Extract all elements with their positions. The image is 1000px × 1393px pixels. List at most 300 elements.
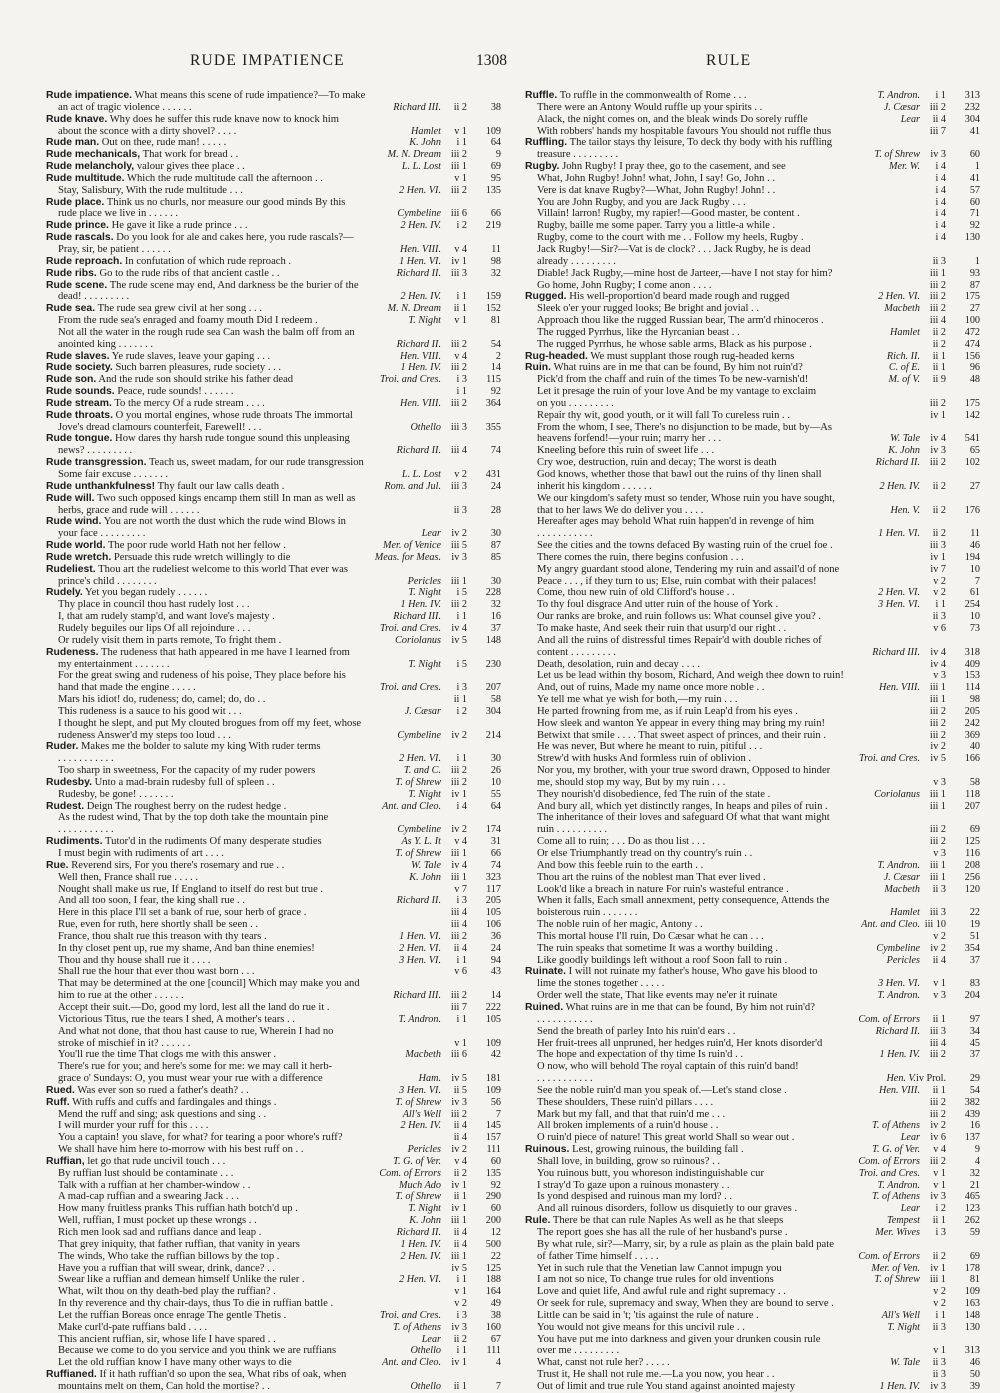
- entry-line: [46, 1085, 501, 1097]
- quotation-text: [58, 730, 394, 742]
- act-scene: iii 10: [924, 919, 946, 931]
- headword: Rude stream.: [46, 397, 112, 409]
- act-scene: iii 4: [929, 1037, 946, 1049]
- entry-continuation-line: [525, 824, 980, 836]
- quotation-text: [537, 1168, 856, 1180]
- entry-continuation-line: [525, 1191, 980, 1203]
- play-reference: Pericles: [407, 1144, 441, 1156]
- play-reference: 3 Hen. VI.: [399, 1084, 441, 1096]
- quotation: Mars his idiot! do, rudeness; do, camel; do, do . .: [58, 694, 266, 706]
- quotation: lime the stones together . . . . .: [537, 978, 665, 990]
- quotation-text: [58, 576, 405, 588]
- entry-line: [46, 801, 501, 813]
- entry-line: [46, 777, 501, 789]
- line-number: 14: [490, 362, 501, 374]
- play-reference: 3 Hen. VI.: [878, 978, 920, 990]
- quotation: You'll rue the time That clogs me with this answer .: [58, 1049, 277, 1061]
- play-reference: 2 Hen. VI.: [878, 291, 920, 303]
- line-number: 130: [964, 232, 980, 244]
- quotation: Peace . . . , if they turn to us; Else, ruin combat with their palaces!: [537, 575, 817, 587]
- quotation: O you mortal engines, whose rude throats The immortal: [115, 409, 353, 421]
- line-number: 164: [485, 1286, 501, 1298]
- quotation-text: [58, 1227, 394, 1239]
- play-reference: Hen. VIII.: [399, 397, 441, 409]
- line-number: 474: [964, 338, 980, 350]
- quotation: This ancient ruffian, sir, whose life I have spared . .: [58, 1333, 276, 1345]
- play-reference: T. Andron.: [877, 90, 920, 101]
- play-reference: Mer. of Venice: [383, 540, 441, 552]
- quotation: inherit his kingdom . . . . . .: [537, 480, 652, 492]
- line-number: 118: [965, 788, 980, 800]
- quotation-text: [537, 386, 980, 398]
- play-reference: Macbeth: [884, 883, 920, 895]
- entry-continuation-line: [525, 659, 980, 671]
- concordance-entry: [46, 149, 501, 161]
- quotation-text: [46, 1097, 392, 1109]
- concordance-entry: [46, 386, 501, 398]
- concordance-entry: [46, 197, 501, 221]
- quotation-text: [46, 197, 501, 209]
- line-number: 205: [964, 705, 980, 717]
- line-number: 60: [969, 196, 980, 208]
- play-reference: K. John: [409, 1215, 441, 1227]
- quotation: Diable! Jack Rugby,—mine host de Jarteer,—have I not stay for him?: [537, 267, 833, 279]
- entry-continuation-line: [525, 777, 980, 789]
- entry-continuation-line: [525, 576, 980, 588]
- concordance-entry: [46, 1085, 501, 1097]
- entry-continuation-line: [46, 102, 501, 114]
- act-scene: v 2: [933, 930, 946, 942]
- entry-continuation-line: [525, 1109, 980, 1121]
- play-reference: Lear: [900, 1203, 920, 1215]
- entry-continuation-line: [525, 256, 980, 268]
- quotation-text: [58, 445, 394, 457]
- act-scene: i 4: [935, 220, 946, 232]
- entry-continuation-line: [46, 505, 501, 517]
- quotation: Make curl'd-pate ruffians bald . . . .: [58, 1321, 208, 1333]
- entry-continuation-line: [525, 552, 980, 564]
- play-reference: W. Tale: [411, 859, 441, 871]
- concordance-entry: [46, 114, 501, 138]
- headword: Ruinous.: [525, 1144, 570, 1156]
- line-number: 194: [964, 551, 980, 563]
- line-number: 157: [485, 1132, 501, 1144]
- quotation: rude place we live in . . . . . .: [58, 208, 179, 220]
- play-reference: T. of Athens: [392, 1321, 441, 1333]
- quotation: Too sharp in sweetness, For the capacity of my ruder powers: [58, 765, 316, 777]
- quotation: The rude scene may end, And darkness be the burier of the: [109, 279, 359, 291]
- entry-continuation-line: [525, 1049, 980, 1061]
- act-scene: iii 1: [450, 1215, 467, 1227]
- act-scene: ii 3: [453, 504, 467, 516]
- concordance-entry: [46, 362, 501, 374]
- quotation: And all ruinous disorders, follow us disquietly to our graves .: [537, 1203, 798, 1215]
- headword: Rugged.: [525, 291, 567, 303]
- quotation: that to her laws We do deliver you . . . .: [537, 504, 704, 516]
- play-reference: 1 Hen. IV.: [400, 599, 441, 611]
- left-running-title: RUDE IMPATIENCE: [190, 52, 345, 69]
- quotation: him to rue at the other . . . . . .: [58, 990, 184, 1002]
- entry-line: [46, 362, 501, 374]
- play-reference: Hen. V.: [886, 1073, 916, 1085]
- concordance-entry: [46, 161, 501, 173]
- act-scene: iv 1: [930, 551, 946, 563]
- act-scene: iii 1: [929, 871, 946, 883]
- headword: Rule.: [525, 1215, 551, 1227]
- quotation-text: [58, 1274, 396, 1286]
- headword: Ruff.: [46, 1096, 70, 1108]
- quotation-text: [46, 1156, 390, 1168]
- quotation-text: [46, 398, 397, 410]
- quotation: me, should stop my way, But by my ruin . . .: [537, 776, 726, 788]
- quotation: my entertainment . . . . . . .: [58, 658, 170, 670]
- quotation: France, thou shalt rue this treason with thy tears .: [58, 930, 267, 942]
- quotation-text: [58, 327, 501, 339]
- quotation: I am not so nice, To change true rules for old inventions: [537, 1274, 774, 1286]
- play-reference: Lear: [900, 113, 920, 125]
- line-number: 10: [969, 563, 980, 575]
- quotation: Rue, even for ruth, here shortly shall be seen . .: [58, 919, 259, 931]
- quotation: He was never, But where he meant to ruin, pitiful . . .: [537, 741, 763, 753]
- quotation-text: [537, 552, 917, 564]
- line-number: 19: [969, 919, 980, 931]
- entry-continuation-line: [525, 114, 980, 126]
- entry-continuation-line: [525, 315, 980, 327]
- play-reference: Richard III.: [393, 611, 441, 623]
- quotation-text: [537, 1026, 873, 1038]
- quotation-text: [58, 1014, 395, 1026]
- quotation: From the whom, I see, There's no disjunction to be made, but by—As: [537, 421, 833, 433]
- play-reference: 2 Hen. IV.: [400, 291, 441, 303]
- quotation: Victorious Titus, rue the tears I shed, A mother's tears . .: [58, 1013, 295, 1025]
- line-number: 135: [485, 1167, 501, 1179]
- line-number: 61: [969, 587, 980, 599]
- quotation: Vere is dat knave Rugby?—What, John Rugby! John! . .: [537, 184, 776, 196]
- quotation: Tutor'd in the rudiments Of many desperate studies: [105, 836, 322, 848]
- quotation: They nourish'd disobedience, fed The ruin of the state .: [537, 788, 771, 800]
- quotation-text: [537, 457, 873, 469]
- page-number: 1308: [476, 52, 507, 69]
- quotation-text: [58, 1251, 397, 1263]
- quotation-text: [537, 647, 869, 659]
- quotation: He gave it like a rude prince . . .: [111, 220, 248, 232]
- act-scene: iv 3: [451, 1321, 467, 1333]
- play-reference: Troi. and Cres.: [380, 374, 441, 386]
- entry-continuation-line: [525, 694, 980, 706]
- headword: Ruder.: [46, 741, 79, 753]
- line-number: 69: [969, 1250, 980, 1262]
- quotation: He parted frowning from me, as if ruin Leap'd from his eyes .: [537, 705, 798, 717]
- play-reference: All's Well: [881, 1309, 920, 1321]
- entry-continuation-line: [525, 208, 980, 220]
- line-number: 130: [964, 1321, 980, 1333]
- quotation-text: [46, 540, 380, 552]
- concordance-entry: [46, 493, 501, 517]
- line-number: 37: [969, 1049, 980, 1061]
- quotation: Villain! larron! Rugby, my rapier!—Good master, be content .: [537, 208, 800, 220]
- quotation-text: [58, 339, 394, 351]
- play-reference: T. of Athens: [871, 1120, 920, 1132]
- quotation-text: [46, 114, 501, 126]
- line-number: 11: [491, 243, 501, 255]
- quotation-text: [537, 599, 875, 611]
- play-reference: Mer. of Ven.: [871, 1262, 920, 1274]
- quotation: Little can be said in 't; 'tis against the rule of nature .: [537, 1309, 759, 1321]
- line-number: 409: [964, 658, 980, 670]
- act-scene: i 3: [456, 895, 467, 907]
- act-scene: i 1: [456, 1345, 467, 1357]
- line-number: 1: [974, 255, 980, 267]
- entry-continuation-line: [525, 718, 980, 730]
- quotation: Nought shall make us rue, If England to itself do rest but true .: [58, 883, 324, 895]
- quotation: Which the rude multitude call the afternoon . .: [126, 172, 323, 184]
- line-number: 69: [490, 161, 501, 173]
- act-scene: iii 2: [450, 338, 467, 350]
- quotation-text: [537, 1061, 980, 1073]
- quotation-text: [46, 256, 396, 268]
- entry-continuation-line: [46, 315, 501, 327]
- quotation: Have you a ruffian that will swear, drink, dance? . .: [58, 1262, 276, 1274]
- quotation-text: [537, 943, 873, 955]
- quotation: All broken implements of a ruin'd house . .: [537, 1120, 719, 1132]
- headword: Rude throats.: [46, 409, 113, 421]
- play-reference: M. N. Dream: [387, 303, 441, 315]
- entry-line: [525, 161, 980, 173]
- line-number: 9: [495, 149, 501, 161]
- quotation: Go to the rude ribs of that ancient castle . .: [99, 267, 280, 279]
- quotation-text: [525, 291, 875, 303]
- entry-continuation-line: [46, 291, 501, 303]
- act-scene: ii 2: [453, 1333, 467, 1345]
- play-reference: Tempest: [886, 1215, 920, 1227]
- quotation: Is yond despised and ruinous man my lord? . .: [537, 1191, 733, 1203]
- act-scene: iii 2: [929, 824, 946, 836]
- entry-line: [525, 966, 980, 978]
- headword: Rude sounds.: [46, 386, 115, 398]
- quotation: Or seek for rule, supremacy and sway, When they are bound to serve .: [537, 1298, 834, 1310]
- quotation-text: [58, 208, 394, 220]
- play-reference: C. of E.: [888, 362, 920, 374]
- line-number: 115: [486, 374, 501, 386]
- entry-continuation-line: [46, 848, 501, 860]
- entry-continuation-line: [525, 1274, 980, 1286]
- line-number: 313: [964, 1345, 980, 1357]
- quotation-text: [58, 126, 408, 138]
- line-number: 27: [969, 303, 980, 315]
- headword: Rudeliest.: [46, 563, 96, 575]
- concordance-entry: [46, 1097, 501, 1156]
- play-reference: Com. of Errors: [379, 1167, 441, 1179]
- entry-line: [46, 410, 501, 422]
- headword: Rude knave.: [46, 113, 108, 125]
- quotation-text: [537, 718, 917, 730]
- quotation-text: [537, 1120, 869, 1132]
- act-scene: v 4: [454, 350, 467, 362]
- entry-continuation-line: [525, 836, 980, 848]
- act-scene: iii 3: [929, 540, 946, 552]
- line-number: 97: [969, 1013, 980, 1025]
- headword: Rude wind.: [46, 516, 102, 528]
- entry-continuation-line: [525, 1369, 980, 1381]
- quotation-text: [58, 848, 392, 860]
- quotation: To the mercy Of a rude stream . . . .: [114, 397, 265, 409]
- entry-continuation-line: [525, 126, 980, 138]
- line-number: 109: [485, 125, 501, 137]
- quotation-text: [58, 1322, 390, 1334]
- act-scene: iii 2: [929, 397, 946, 409]
- act-scene: ii 1: [932, 350, 946, 362]
- quotation: Let the ruffian Boreas once enrage The gentle Thetis .: [58, 1309, 287, 1321]
- entry-continuation-line: [46, 682, 501, 694]
- quotation-text: [537, 576, 917, 588]
- quotation-text: [537, 1357, 887, 1369]
- act-scene: iii 1: [929, 788, 946, 800]
- entry-continuation-line: [525, 1357, 980, 1369]
- quotation: I, that am rudely stamp'd, and want love's majesty .: [58, 611, 275, 623]
- line-number: 105: [485, 1013, 501, 1025]
- entry-continuation-line: [46, 659, 501, 671]
- quotation: your face . . . . . . . . .: [58, 528, 146, 540]
- line-number: 73: [969, 622, 980, 634]
- quotation: There comes the ruin, there begins confusion . . .: [537, 551, 744, 563]
- line-number: 45: [969, 1037, 980, 1049]
- act-scene: iii 2: [450, 776, 467, 788]
- line-number: 111: [486, 1345, 501, 1357]
- quotation: Some fair excuse . . . . . . .: [58, 469, 169, 480]
- quotation: Talk with a ruffian at her chamber-window . .: [58, 1179, 251, 1191]
- concordance-entry: [46, 647, 501, 742]
- line-number: 81: [969, 1274, 980, 1286]
- act-scene: iii 6: [450, 208, 467, 220]
- concordance-entry: [46, 801, 501, 837]
- act-scene: ii 1: [453, 1380, 467, 1392]
- line-number: 58: [969, 776, 980, 788]
- play-reference: T. of Shrew: [395, 1191, 441, 1203]
- line-number: 105: [485, 907, 501, 919]
- quotation: I will not ruinate my father's house, Who gave his blood to: [568, 966, 818, 978]
- quotation: Betwixt that smile . . . . That sweet aspect of princes, and their ruin .: [537, 729, 827, 741]
- play-reference: T. Andron.: [877, 1179, 920, 1191]
- quotation-text: [46, 1085, 396, 1097]
- line-number: 41: [969, 172, 980, 184]
- entry-continuation-line: [46, 753, 501, 765]
- quotation: Well then, France shall rue . . . . .: [58, 871, 199, 883]
- entry-line: [46, 1369, 501, 1381]
- entry-continuation-line: [46, 185, 501, 197]
- entry-continuation-line: [46, 872, 501, 884]
- headword: Rude scene.: [46, 279, 108, 291]
- play-reference: Troi. and Cres.: [380, 682, 441, 694]
- entry-continuation-line: [46, 1026, 501, 1038]
- quotation: heavens forfend!—your ruin; marry her . . .: [537, 433, 722, 445]
- quotation: Mark but my fall, and that that ruin'd me . . .: [537, 1108, 726, 1120]
- play-reference: J. Cæsar: [883, 101, 920, 113]
- quotation-text: [46, 220, 397, 232]
- entry-continuation-line: [525, 386, 980, 398]
- play-reference: T. Night: [408, 587, 441, 599]
- entry-line: [525, 1002, 980, 1014]
- act-scene: i 5: [456, 658, 467, 670]
- act-scene: i 4: [456, 800, 467, 812]
- quotation: My angry guardant stood alone, Tendering my ruin and assail'd of none: [537, 563, 840, 575]
- entry-continuation-line: [525, 978, 980, 990]
- play-reference: Cymbeline: [876, 942, 920, 954]
- quotation-text: [537, 872, 881, 884]
- line-number: 59: [969, 1227, 980, 1238]
- headword: Rude society.: [46, 362, 113, 374]
- line-number: 98: [490, 255, 501, 267]
- act-scene: ii 4: [453, 1120, 467, 1132]
- entry-line: [46, 197, 501, 209]
- act-scene: iii 3: [929, 907, 946, 919]
- play-reference: Lear: [900, 1132, 920, 1144]
- concordance-entry: [46, 232, 501, 256]
- line-number: 2: [495, 350, 501, 362]
- concordance-entry: [46, 481, 501, 493]
- line-number: 55: [490, 788, 501, 800]
- quotation: I stray'd To gaze upon a ruinous monastery . .: [537, 1179, 730, 1191]
- entry-continuation-line: [46, 694, 501, 706]
- entry-continuation-line: [46, 1357, 501, 1369]
- quotation-text: [537, 114, 898, 126]
- act-scene: iii 2: [929, 717, 946, 729]
- play-reference: 1 Hen. IV.: [400, 1238, 441, 1250]
- quotation-text: [58, 682, 377, 694]
- line-number: 208: [964, 859, 980, 871]
- entry-continuation-line: [525, 599, 980, 611]
- line-number: 24: [490, 480, 501, 492]
- entry-continuation-line: [525, 1085, 980, 1097]
- quotation-text: [537, 836, 917, 848]
- quotation-text: [46, 860, 408, 872]
- play-reference: Macbeth: [884, 303, 920, 315]
- line-number: 92: [490, 1179, 501, 1191]
- quotation: Persuade this rude wretch willingly to die: [113, 551, 291, 563]
- act-scene: i 3: [456, 1309, 467, 1321]
- entry-continuation-line: [525, 1298, 980, 1310]
- line-number: 83: [969, 978, 980, 990]
- line-number: 32: [490, 267, 501, 279]
- quotation: Reverend sirs, For you there's rosemary and rue . .: [71, 859, 285, 871]
- quotation-text: [537, 789, 871, 801]
- quotation: Come, thou new ruin of old Clifford's house . .: [537, 587, 735, 599]
- quotation-text: [58, 635, 392, 647]
- line-number: 74: [490, 445, 501, 457]
- quotation-text: [525, 90, 874, 102]
- quotation: Unto a mad-brain rudesby full of spleen . .: [94, 776, 275, 788]
- concordance-entry: [46, 280, 501, 304]
- act-scene: i 4: [935, 172, 946, 184]
- concordance-entry: [46, 860, 501, 1085]
- entry-continuation-line: [46, 919, 501, 931]
- act-scene: iii 6: [450, 1049, 467, 1061]
- headword: Ruined.: [525, 1001, 564, 1013]
- quotation: What, canst not rule her? . . . . .: [537, 1357, 670, 1369]
- entry-continuation-line: [525, 611, 980, 623]
- play-reference: T. Andron.: [877, 859, 920, 871]
- act-scene: v 4: [933, 1144, 946, 1156]
- quotation-text: [537, 1381, 876, 1393]
- line-number: 92: [969, 220, 980, 232]
- entry-continuation-line: [525, 540, 980, 552]
- play-reference: T. of Shrew: [874, 149, 920, 161]
- quotation-text: [537, 694, 917, 706]
- act-scene: iii 2: [929, 101, 946, 113]
- quotation-text: [537, 1180, 874, 1192]
- running-header: [0, 52, 1000, 74]
- entry-line: [46, 303, 501, 315]
- play-reference: Meas. for Meas.: [374, 551, 441, 563]
